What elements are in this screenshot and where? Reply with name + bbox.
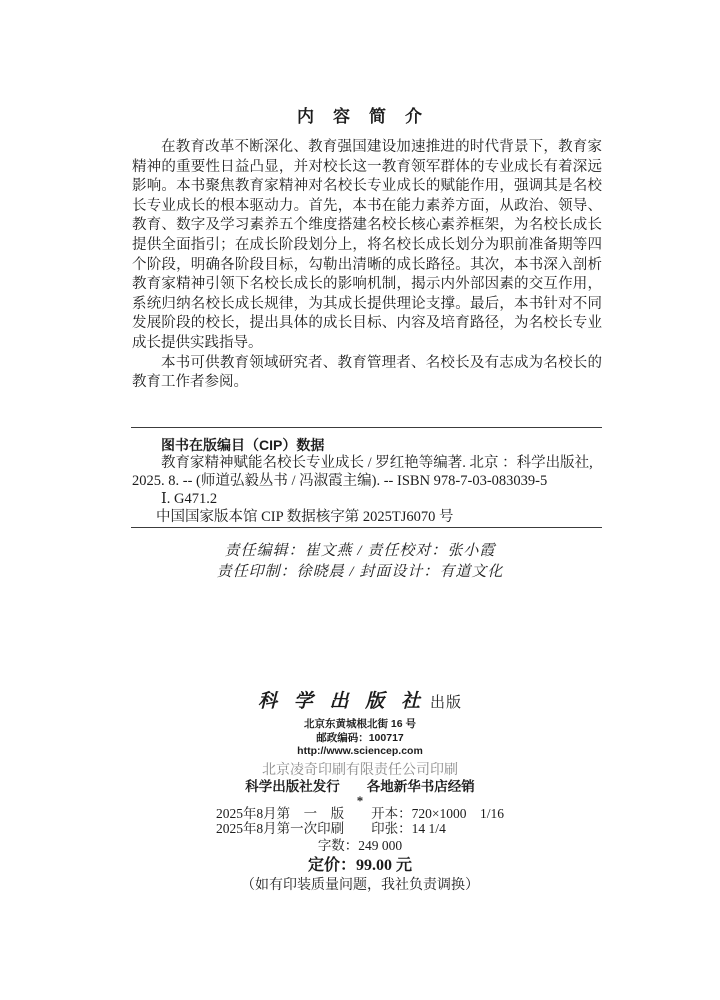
distribution-line: 科学出版社发行 各地新华书店经销 <box>245 778 475 794</box>
publisher-suffix: 出版 <box>430 695 463 711</box>
word-count-line: 字数：249 000 <box>317 838 403 853</box>
cip-entry-line-1: 教育家精神赋能名校长专业成长 / 罗红艳等编著. 北京 ：科学出版社, <box>161 455 593 471</box>
cip-data-box <box>131 427 602 528</box>
edition-block-wrap <box>0 806 720 839</box>
cip-record-number: 中国国家版本馆 CIP 数据核字第 2025TJ6070 号 <box>156 509 454 525</box>
price-line: 定价：99.00 元 <box>307 857 412 874</box>
staff-credits <box>0 541 720 583</box>
divider-asterisk: * <box>356 792 364 808</box>
cip-class-number: Ⅰ. G471.2 <box>161 491 218 507</box>
quality-note: （如有印装质量问题，我社负责调换） <box>241 878 479 893</box>
page-title: 内 容 简 介 <box>297 107 423 126</box>
cip-entry-line-2: 2025. 8. -- (师道弘毅丛书 / 冯淑霞主编). -- ISBN 978-7-03-083039-5 <box>132 473 548 489</box>
publisher-address: 北京东黄城根北街 16 号 <box>303 718 416 730</box>
edition-line-2: 2025年8月第一次印刷 印张：14 1/4 <box>215 821 446 836</box>
summary-paragraph-2: 本书可供教育领域研究者、教育管理者、名校长及有志成为名校长的教育工作者参阅。 <box>132 354 602 391</box>
publisher-line <box>0 690 720 715</box>
publisher-postcode: 邮政编码：100717 <box>316 731 404 744</box>
printer-line: 北京凌奇印刷有限责任公司印刷 <box>262 762 458 778</box>
credits-editors-line: 责任编辑：崔文燕 / 责任校对：张小霞 <box>224 543 496 559</box>
summary-paragraph-1: 在教育改革不断深化、教育强国建设加速推进的时代背景下，教育家精神的重要性日益凸显，并对校长这一教育领军群体的专业成长有着深远影响。本书聚焦教育家精神对名校长专业成长的赋能作用，强调其是名校长专业成长的根本驱动力。首先，本书在能力素养方面，从政治、领导、教育、数字及学习素养五个维度搭建名校长核心素养框架，为名校长成长提供全面指引；在成长阶段划分上，将名校长成长划分为职前准备期等四个阶段，明确各阶段目标，勾勒出清晰的成长路径。其次，本书深入剖析教育家精神引领下名校长成长的影响机制，揭示内外部因素的交互作用，系统归纳名校长成长规律，为其成长提供理论支撑。最后，本书针对不同发展阶段的校长，提出具体的成长目标、内容及培育路径，为名校长专业成长提供实践指导。 <box>132 139 602 351</box>
publisher-website: http://www.sciencep.com <box>297 745 423 757</box>
edition-line-1: 2025年8月第 一 版 开本：720×1000 1/16 <box>215 805 505 821</box>
content-summary <box>132 138 602 393</box>
edition-block <box>216 806 504 837</box>
cip-heading: 图书在版编目（CIP）数据 <box>161 437 325 453</box>
credits-print-design-line: 责任印制：徐晓晨 / 封面设计：有道文化 <box>216 564 504 580</box>
publisher-logo-text: 科 学 出 版 社 <box>257 691 426 712</box>
colophon <box>0 690 720 895</box>
